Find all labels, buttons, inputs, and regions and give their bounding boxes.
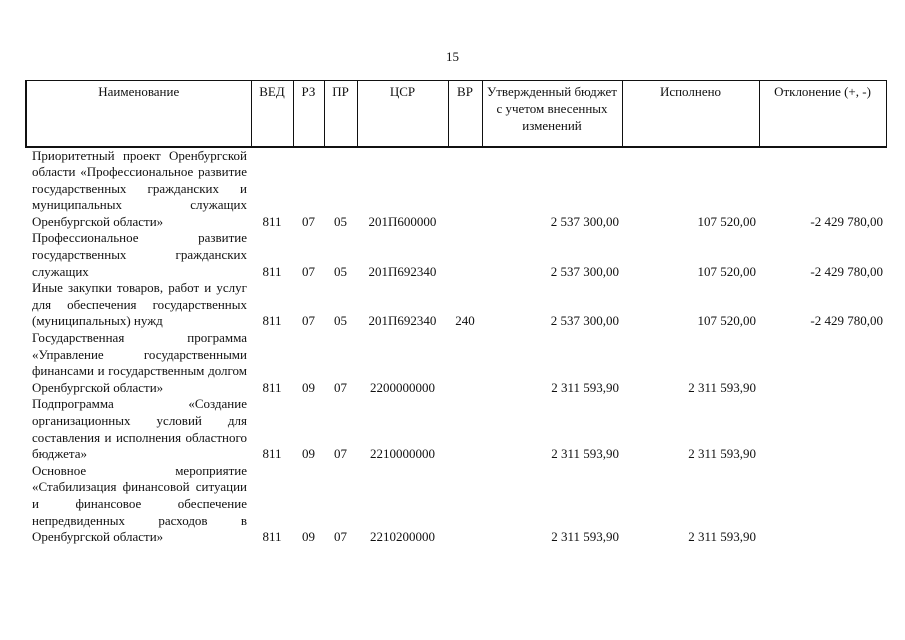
row-ved: 811 <box>262 529 282 545</box>
row-executed: 107 520,00 <box>697 213 756 229</box>
row-rz: 09 <box>302 379 315 395</box>
row-ved: 811 <box>262 379 282 395</box>
row-executed: 107 520,00 <box>697 263 756 279</box>
row-vr <box>448 330 482 396</box>
row-approved: 2 311 593,90 <box>551 529 619 545</box>
row-approved: 2 537 300,00 <box>550 213 619 229</box>
row-deviation: -2 429 780,00 <box>810 263 883 279</box>
row-executed: 2 311 593,90 <box>688 379 756 395</box>
row-vr <box>448 147 482 231</box>
row-executed: 2 311 593,90 <box>688 446 756 462</box>
row-ved: 811 <box>262 263 282 279</box>
row-csr: 2200000000 <box>370 379 435 395</box>
row-rz: 07 <box>302 263 315 279</box>
row-deviation <box>759 330 886 396</box>
row-name: Основное мероприятие «Стабилизация финансовой ситуации и финансовое обеспечение непредвиденных расходов в Оренбургской области» <box>32 462 247 545</box>
budget-execution-table <box>25 80 887 546</box>
row-vr <box>448 396 482 462</box>
row-name: Государственная программа «Управление государственными финансами и государственным долгом Оренбургской области» <box>32 330 247 395</box>
row-pr: 07 <box>334 446 347 462</box>
header-csr: ЦСР <box>357 81 448 147</box>
row-vr: 240 <box>455 313 475 329</box>
row-pr: 05 <box>334 263 347 279</box>
header-ved: ВЕД <box>251 81 293 147</box>
row-executed: 107 520,00 <box>697 313 756 329</box>
row-pr: 07 <box>334 379 347 395</box>
row-deviation <box>759 396 886 462</box>
row-pr: 07 <box>334 529 347 545</box>
row-ved: 811 <box>262 213 282 229</box>
table-row <box>26 230 886 280</box>
table-row <box>26 147 886 231</box>
table-row <box>26 463 886 546</box>
row-deviation: -2 429 780,00 <box>810 213 883 229</box>
row-approved: 2 311 593,90 <box>551 446 619 462</box>
row-name: Профессиональное развитие государственных гражданских служащих <box>32 230 247 279</box>
header-executed: Исполнено <box>622 81 759 147</box>
row-deviation <box>759 463 886 546</box>
table-row <box>26 280 886 330</box>
header-pr: ПР <box>324 81 357 147</box>
table-row <box>26 396 886 462</box>
row-rz: 09 <box>302 446 315 462</box>
row-rz: 09 <box>302 529 315 545</box>
row-vr <box>448 463 482 546</box>
row-name: Подпрограмма «Создание организационных условий для составления и исполнения областного бюджета» <box>32 396 247 462</box>
row-deviation: -2 429 780,00 <box>810 313 883 329</box>
row-vr <box>448 230 482 280</box>
row-name: Приоритетный проект Оренбургской области «Профессиональное развитие государственных гражданских и муниципальных служащих Оренбургской области» <box>32 147 247 229</box>
row-approved: 2 537 300,00 <box>550 263 619 279</box>
header-name: Наименование <box>26 81 251 147</box>
page-number: 15 <box>446 49 459 64</box>
row-rz: 07 <box>302 313 315 329</box>
header-approved-budget: Утвержденный бюджет с учетом внесенных изменений <box>482 81 622 147</box>
row-pr: 05 <box>334 213 347 229</box>
row-ved: 811 <box>262 313 282 329</box>
header-rz: РЗ <box>293 81 324 147</box>
table-header-row <box>26 81 886 147</box>
row-approved: 2 537 300,00 <box>550 313 619 329</box>
row-executed: 2 311 593,90 <box>688 529 756 545</box>
header-vr: ВР <box>448 81 482 147</box>
row-csr: 201П692340 <box>368 263 437 279</box>
row-approved: 2 311 593,90 <box>551 379 619 395</box>
table-row <box>26 330 886 396</box>
row-name: Иные закупки товаров, работ и услуг для обеспечения государственных (муниципальных) нужд <box>32 280 247 329</box>
row-csr: 201П600000 <box>368 213 437 229</box>
header-deviation: Отклонение (+, -) <box>759 81 886 147</box>
row-ved: 811 <box>262 446 282 462</box>
row-csr: 201П692340 <box>368 313 437 329</box>
row-pr: 05 <box>334 313 347 329</box>
row-csr: 2210000000 <box>370 446 435 462</box>
row-rz: 07 <box>302 213 315 229</box>
row-csr: 2210200000 <box>370 529 435 545</box>
